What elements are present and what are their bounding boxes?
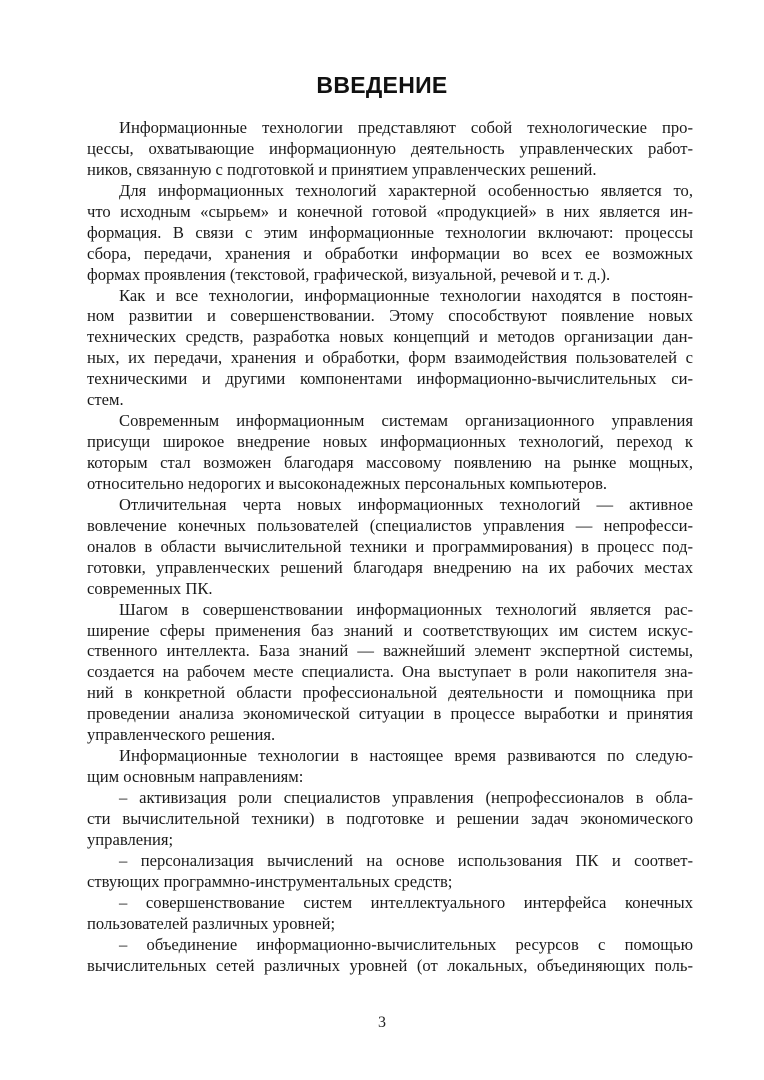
text-line: пользователей различных уровней; <box>87 913 336 933</box>
text-line: цессы, охватывающие информационную деятельность управленческих работ- <box>87 138 693 158</box>
text-line: Информационные технологии в настоящее время развиваются по следую- <box>119 746 693 766</box>
text-line: которым стал возможен благодаря массовому появлению на рынке мощных, <box>87 453 693 472</box>
text-line: ников, связанную с подготовкой и принятием управленческих решений. <box>87 159 597 179</box>
text-line: современных ПК. <box>87 578 213 598</box>
page-number: 3 <box>378 1014 386 1031</box>
text-line: относительно недорогих и высоконадежных персональных компьютеров. <box>87 473 608 493</box>
paragraph <box>87 893 693 935</box>
text-line: технических средств, разработка новых концепций и методов организации дан- <box>87 327 693 347</box>
paragraph <box>87 411 693 495</box>
text-line: управления; <box>87 829 174 849</box>
text-line: ствующих программно-инструментальных средств; <box>87 871 453 891</box>
paragraph <box>87 746 693 788</box>
text-line: ных, их передачи, хранения и обработки, форм взаимодействия пользователей с <box>87 348 693 368</box>
text-line: формация. В связи с этим информационные технологии включают: процессы <box>87 222 693 242</box>
text-line: ширение сферы применения баз знаний и соответствующих им систем искус- <box>87 620 693 640</box>
text-line: щим основным направлениям: <box>87 767 304 787</box>
paragraph <box>87 788 693 851</box>
text-line: – персонализация вычислений на основе использования ПК и соответ- <box>119 850 693 870</box>
text-line: – объединение информационно-вычислительных ресурсов с помощью <box>119 934 693 954</box>
text-line: готовки, управленческих решений благодаря внедрению на их рабочих местах <box>87 557 693 577</box>
text-line: Современным информационным системам организационного управления <box>119 411 693 431</box>
text-line: вовлечение конечных пользователей (специалистов управления — непрофесси- <box>87 515 693 535</box>
text-line: проведении анализа экономической ситуации в процессе выработки и принятия <box>87 704 693 724</box>
text-line: создается на рабочем месте специалиста. Она выступает в роли накопителя зна- <box>87 662 693 682</box>
text-line: Отличительная черта новых информационных технологий — активное <box>119 494 693 514</box>
text-line: ственного интеллекта. База знаний — важнейший элемент экспертной системы, <box>87 641 693 661</box>
text-line: Шагом в совершенствовании информационных технологий является рас- <box>119 599 693 619</box>
text-line: ний в конкретной области профессиональной деятельности и помощника при <box>87 683 693 703</box>
text-line: техническими и другими компонентами информационно-вычислительных си- <box>87 369 693 389</box>
text-line: что исходным «сырьем» и конечной готовой «продукцией» в них является ин- <box>87 201 693 221</box>
text-line: Для информационных технологий характерной особенностью является то, <box>119 180 693 200</box>
paragraph <box>87 495 693 600</box>
text-line: – активизация роли специалистов управления (непрофессионалов в обла- <box>119 788 693 807</box>
paragraph <box>87 851 693 893</box>
text-line: сбора, передачи, хранения и обработки информации во всех ее возможных <box>87 243 693 263</box>
body-text <box>87 118 693 976</box>
text-line: ном развитии и совершенствовании. Этому способствуют появление новых <box>87 306 693 326</box>
text-line: – совершенствование систем интеллектуального интерфейса конечных <box>119 892 693 912</box>
paragraph <box>87 600 693 747</box>
paragraph <box>87 286 693 412</box>
text-line: оналов в области вычислительной техники и программирования) в процесс под- <box>87 536 693 556</box>
paragraph <box>87 935 693 977</box>
text-line: вычислительных сетей различных уровней (от локальных, объединяющих поль- <box>87 955 693 975</box>
text-line: формах проявления (текстовой, графической, визуальной, речевой и т. д.). <box>87 264 611 284</box>
paragraph <box>87 118 693 181</box>
text-line: присущи широкое внедрение новых информационных технологий, переход к <box>87 432 693 452</box>
text-line: Как и все технологии, информационные технологии находятся в постоян- <box>119 285 693 305</box>
text-line: Информационные технологии представляют собой технологические про- <box>119 118 693 137</box>
text-line: управленческого решения. <box>87 725 276 745</box>
paragraph <box>87 181 693 286</box>
page-title: ВВЕДЕНИЕ <box>316 72 448 98</box>
text-line: стем. <box>87 390 124 410</box>
text-line: сти вычислительной техники) в подготовке и решении задач экономического <box>87 808 693 828</box>
